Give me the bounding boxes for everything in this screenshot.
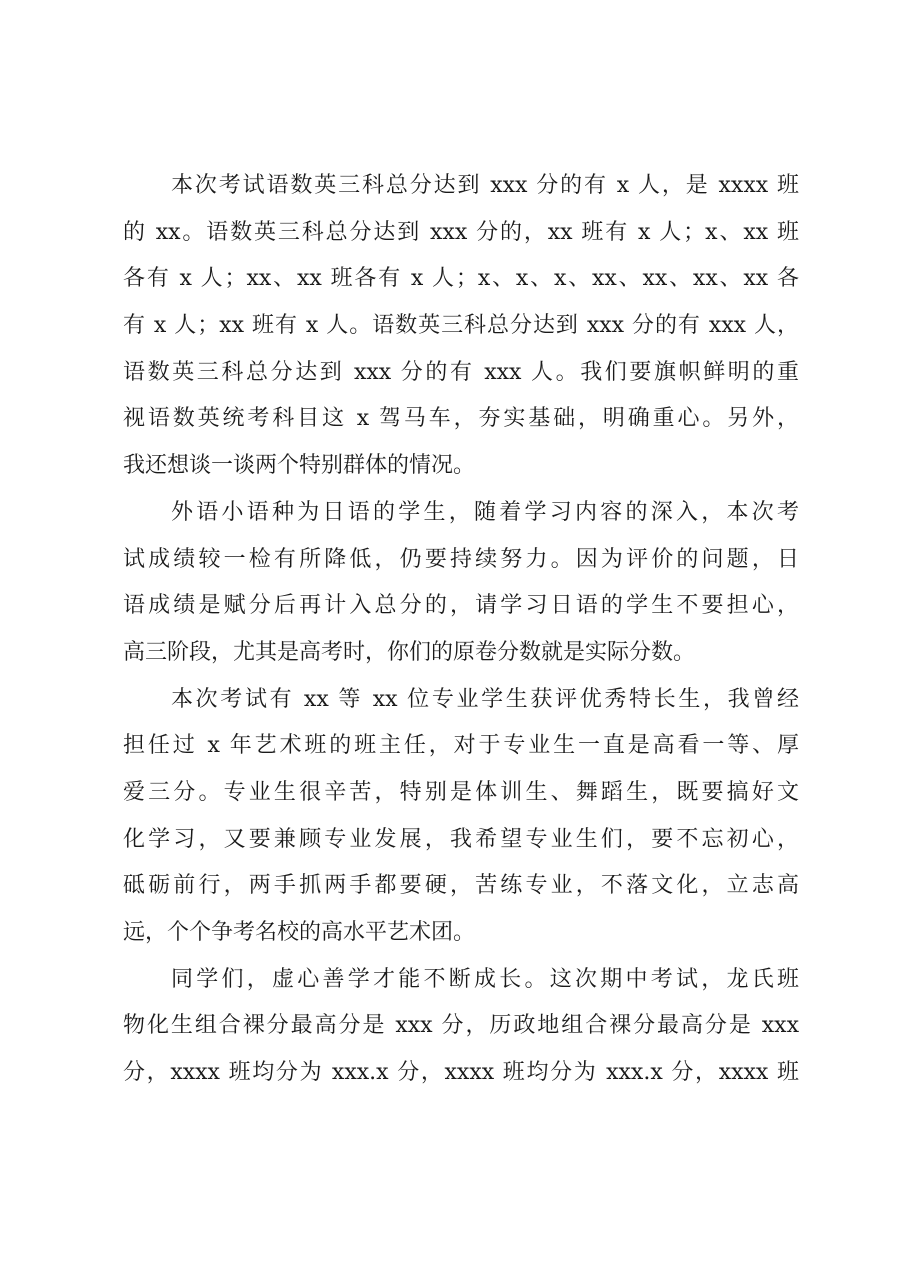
text-line: 担任过 x 年艺术班的班主任，对于专业生一直是高看一等、厚: [123, 733, 799, 759]
text-line: 砥砺前行，两手抓两手都要硬，苦练专业，不落文化，立志高: [123, 873, 799, 899]
text-line: 语数英三科总分达到 xxx 分的有 xxx 人。我们要旗帜鲜明的重: [123, 359, 799, 385]
text-line: 本次考试语数英三科总分达到 xxx 分的有 x 人，是 xxxx 班: [171, 173, 799, 198]
document-body: [123, 163, 799, 1097]
text-line: 外语小语种为日语的学生，随着学习内容的深入，本次考: [171, 499, 799, 525]
text-line: 视语数英统考科目这 x 驾马车，夯实基础，明确重心。另外，: [123, 406, 799, 432]
text-line: 的 xx。语数英三科总分达到 xxx 分的，xx 班有 x 人；x、xx 班: [123, 219, 799, 245]
text-line: 试成绩较一检有所降低，仍要持续努力。因为评价的问题，日: [123, 546, 799, 572]
text-line: 我还想谈一谈两个特别群体的情况。: [123, 453, 476, 479]
text-line: 同学们，虚心善学才能不断成长。这次期中考试，龙氏班: [171, 966, 799, 992]
text-line: 语成绩是赋分后再计入总分的，请学习日语的学生不要担心，: [123, 593, 799, 619]
text-line: 远，个个争考名校的高水平艺术团。: [123, 920, 476, 945]
text-line: 化学习，又要兼顾专业发展，我希望专业生们，要不忘初心，: [123, 826, 799, 852]
text-line: 分，xxxx 班均分为 xxx.x 分，xxxx 班均分为 xxx.x 分，xxxx 班: [123, 1060, 799, 1086]
text-line: 有 x 人；xx 班有 x 人。语数英三科总分达到 xxx 分的有 xxx 人，: [123, 313, 799, 339]
text-line: 本次考试有 xx 等 xx 位专业学生获评优秀特长生，我曾经: [171, 686, 799, 712]
paragraph-2: [123, 490, 799, 677]
paragraph-4: [123, 957, 799, 1097]
text-line: 各有 x 人；xx、xx 班各有 x 人；x、x、x、xx、xx、xx、xx 各: [123, 266, 799, 292]
paragraph-1: [123, 163, 799, 490]
text-line: 爱三分。专业生很辛苦，特别是体训生、舞蹈生，既要搞好文: [123, 779, 799, 805]
text-line: 高三阶段，尤其是高考时，你们的原卷分数就是实际分数。: [123, 639, 696, 665]
text-line: 物化生组合裸分最高分是 xxx 分，历政地组合裸分最高分是 xxx: [123, 1013, 799, 1039]
paragraph-3: [123, 677, 799, 957]
